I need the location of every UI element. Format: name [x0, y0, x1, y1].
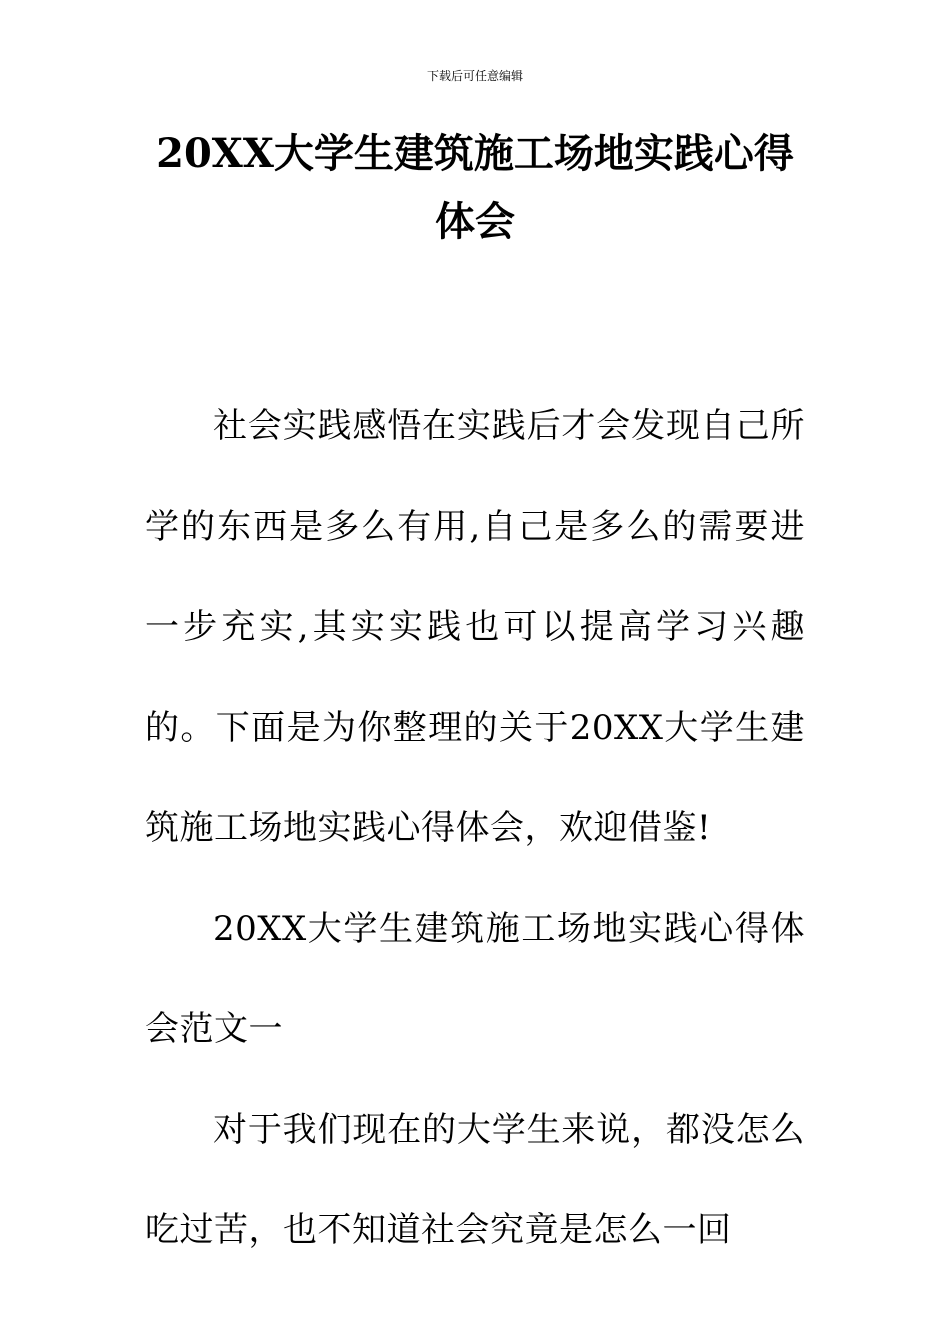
paragraph-intro: 社会实践感悟在实践后才会发现自己所学的东西是多么有用,自己是多么的需要进一步充实,其实实践也可以提高学习兴趣的。下面是为你整理的关于20XX大学生建筑施工场地实践心得体会，欢迎借鉴!: [145, 406, 805, 848]
page-header-note: 下载后可任意编辑: [426, 69, 523, 83]
document-body: [145, 376, 805, 1281]
paragraph-body: 对于我们现在的大学生来说，都没怎么吃过苦，也不知道社会究竟是怎么一回: [145, 1109, 805, 1250]
document-title: 20XX大学生建筑施工场地实践心得体会: [156, 130, 794, 245]
paragraph-section-heading: 20XX大学生建筑施工场地实践心得体会范文一: [145, 908, 805, 1049]
